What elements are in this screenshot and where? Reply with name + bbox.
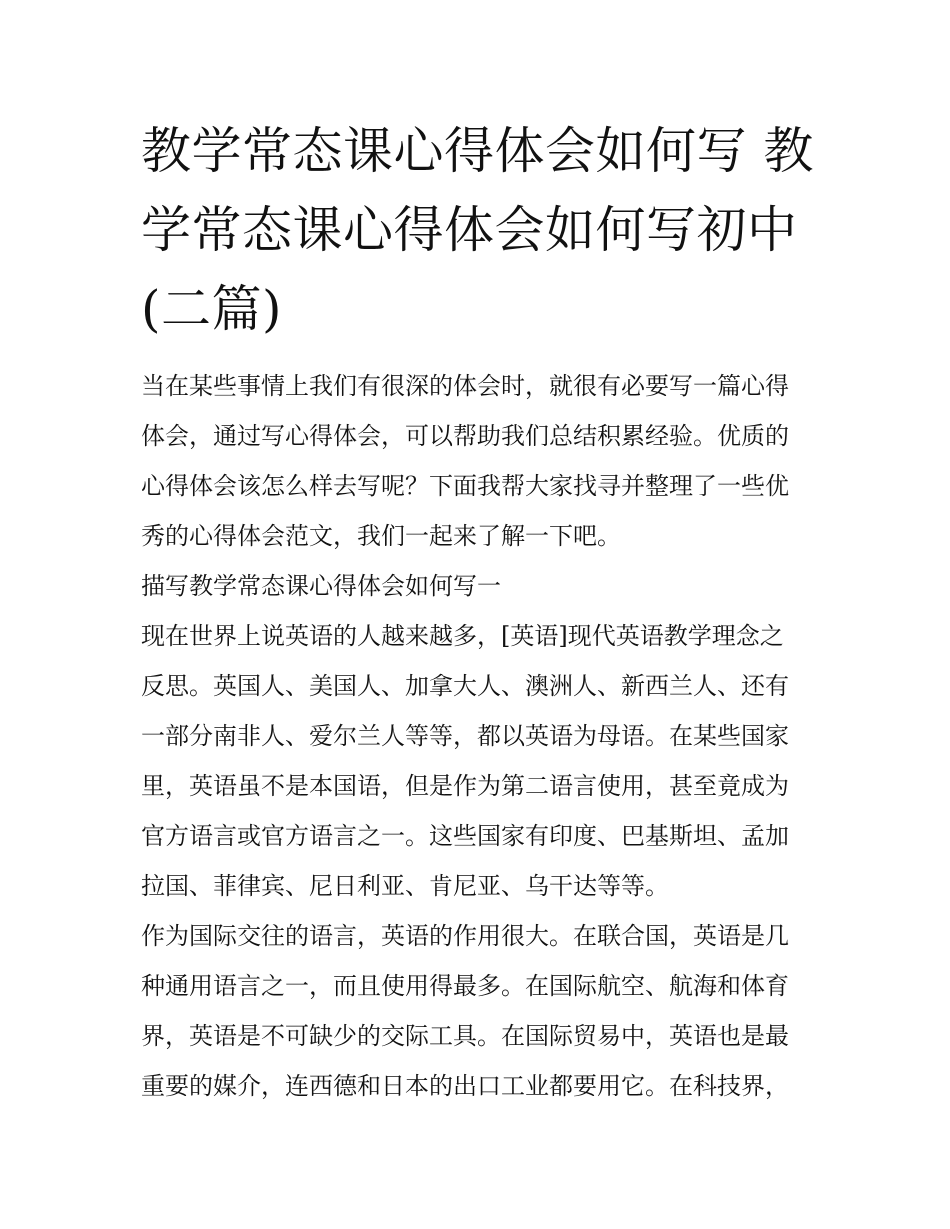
text-line: 种通用语言之一，而且使用得最多。在国际航空、航海和体育 [141,972,789,1000]
text-line: 心得体会该怎么样去写呢？下面我帮大家找寻并整理了一些优 [141,472,789,500]
text-line: 界，英语是不可缺少的交际工具。在国际贸易中，英语也是最 [141,1022,789,1050]
text-line: 里，英语虽不是本国语，但是作为第二语言使用，甚至竟成为 [141,772,789,800]
text-line: 当在某些事情上我们有很深的体会时，就很有必要写一篇心得 [141,372,789,400]
body-paragraph [141,911,813,1111]
title-line: 教学常态课心得体会如何写 教 [141,122,814,180]
document-title [141,112,813,349]
text-line: 拉国、菲律宾、尼日利亚、肯尼亚、乌干达等等。 [141,872,669,900]
section-heading [141,561,813,611]
text-line: 官方语言或官方语言之一。这些国家有印度、巴基斯坦、孟加 [141,822,789,850]
title-line: (二篇) [141,280,283,338]
intro-paragraph [141,361,813,561]
text-line: 描写教学常态课心得体会如何写一 [141,572,501,600]
text-line: 重要的媒介，连西德和日本的出口工业都要用它。在科技界， [141,1072,789,1100]
text-line: 作为国际交往的语言，英语的作用很大。在联合国，英语是几 [141,922,789,950]
text-line: 反思。英国人、美国人、加拿大人、澳洲人、新西兰人、还有 [141,672,789,700]
text-line: 秀的心得体会范文，我们一起来了解一下吧。 [141,522,621,550]
text-line: 一部分南非人、爱尔兰人等等，都以英语为母语。在某些国家 [141,722,789,750]
text-line: 现在世界上说英语的人越来越多，[英语]现代英语教学理念之 [141,622,784,650]
document-body [141,361,813,1111]
document-page [141,112,813,1111]
title-line: 学常态课心得体会如何写初中 [141,201,798,259]
text-line: 体会，通过写心得体会，可以帮助我们总结积累经验。优质的 [141,422,789,450]
body-paragraph [141,611,813,911]
